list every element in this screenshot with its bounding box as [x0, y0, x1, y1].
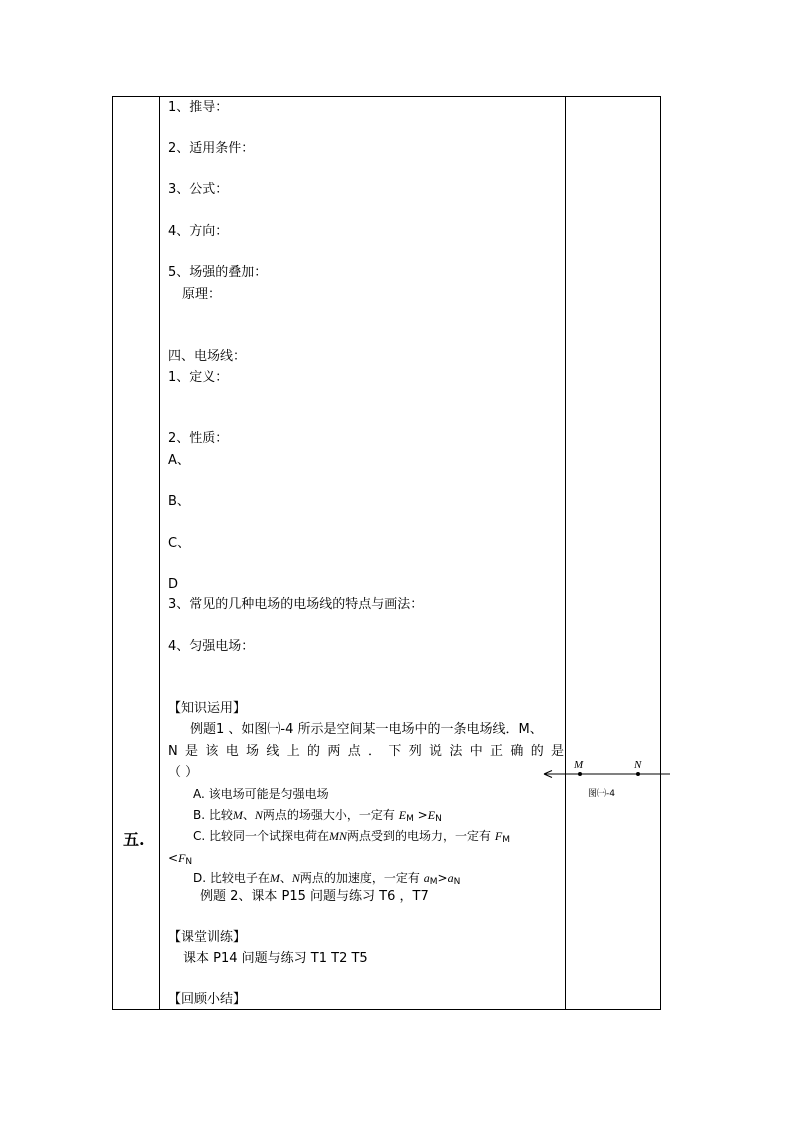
- option-d-a2: a: [447, 871, 454, 885]
- option-b: [193, 807, 442, 823]
- item-formula: 3、公式：: [168, 182, 229, 197]
- option-c: [193, 828, 510, 844]
- review-heading: 【回顾小结】: [168, 992, 247, 1007]
- figure-caption: 图㈠-4: [588, 789, 615, 799]
- item-principle: 原理：: [182, 287, 222, 302]
- point-m: [578, 772, 582, 776]
- figure-electric-field-line: [540, 756, 672, 802]
- option-d-a1: a: [423, 871, 430, 885]
- example-2: 例题 2、课本 P15 问题与练习 T6 ，T7: [200, 889, 429, 904]
- option-c-f2: F: [178, 851, 186, 865]
- property-d: D: [168, 577, 179, 592]
- option-c-sub1: M: [502, 835, 510, 845]
- option-d-n: N: [291, 871, 300, 885]
- example-1-line-3: （ ）: [168, 765, 199, 780]
- option-c-f1: F: [494, 829, 503, 843]
- option-d-sub1: M: [429, 877, 438, 887]
- label-n: N: [634, 759, 642, 771]
- uniform-field: 4、匀强电场：: [168, 639, 255, 654]
- option-d-sub2: N: [453, 877, 461, 887]
- option-a: A. 该电场可能是匀强电场: [193, 787, 329, 801]
- practice-heading: 【课堂训练】: [168, 930, 247, 945]
- section-number: 五.: [123, 830, 145, 849]
- figure-column: [565, 97, 661, 1009]
- point-n: [636, 772, 640, 776]
- example-1-line-2-text: N 是 该 电 场 线 上 的 两 点 ． 下 列 说 法 中 正 确 的 是: [168, 744, 566, 759]
- field-lines-properties: 2、性质：: [168, 431, 229, 446]
- item-direction: 4、方向：: [168, 224, 229, 239]
- option-b-sub1: M: [406, 814, 414, 824]
- option-b-sub2: N: [435, 814, 442, 824]
- option-b-n: N: [254, 808, 263, 822]
- option-c-text: C. 比较同一个试探电荷在: [193, 829, 330, 843]
- option-c-continued: [168, 850, 192, 866]
- option-b-gt: >: [413, 808, 428, 822]
- label-m: M: [574, 759, 584, 771]
- example-1-line-2: [168, 744, 566, 760]
- option-c-text2: 两点受到的电场力，一定有: [347, 829, 495, 843]
- common-fields: 3、常见的几种电场的电场线的特点与画法：: [168, 597, 424, 612]
- item-derivation: 1、推导：: [168, 100, 229, 115]
- option-c-sub2: N: [185, 857, 193, 867]
- practice-line: 课本 P14 问题与练习 T1 T2 T5: [183, 951, 368, 966]
- option-b-e1: E: [398, 808, 407, 822]
- item-conditions: 2、适用条件：: [168, 141, 255, 156]
- example-1-line-1: 例题1 、如图㈠-4 所示是空间某一电场中的一条电场线．M、: [190, 722, 543, 737]
- knowledge-heading: 【知识运用】: [168, 701, 247, 716]
- option-d: [193, 870, 460, 886]
- item-superposition: 5、场强的叠加：: [168, 265, 268, 280]
- option-d-m: M: [269, 871, 280, 885]
- option-d-prefix: D. 比较电子在: [193, 871, 270, 885]
- option-b-text: 两点的场强大小，一定有: [262, 808, 399, 822]
- property-c: C、: [168, 536, 191, 551]
- section-column: [113, 97, 160, 1009]
- option-c-mn: MN: [329, 829, 348, 843]
- option-b-m: M: [232, 808, 243, 822]
- option-d-text: 两点的加速度，一定有: [299, 871, 424, 885]
- option-d-gt: >: [437, 871, 448, 885]
- option-b-prefix: B. 比较: [193, 808, 233, 822]
- field-lines-heading: 四、电场线：: [168, 349, 247, 364]
- property-b: B、: [168, 494, 190, 509]
- option-b-e2: E: [427, 808, 436, 822]
- field-lines-definition: 1、定义：: [168, 370, 229, 385]
- option-c-lt: <: [168, 851, 179, 865]
- option-b-sep: 、: [242, 808, 255, 822]
- option-d-sep: 、: [279, 871, 292, 885]
- property-a: A、: [168, 453, 190, 468]
